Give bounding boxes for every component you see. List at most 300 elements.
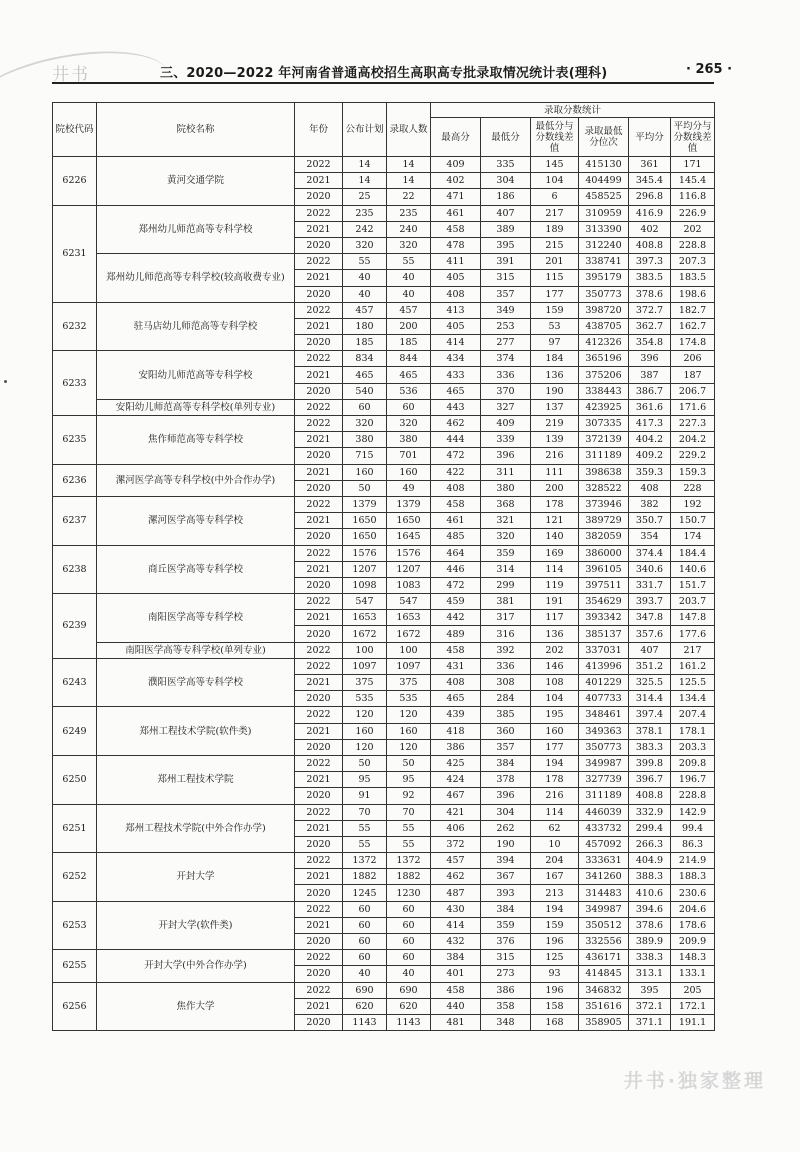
cell-avg-diff: 150.7: [671, 513, 715, 529]
cell-max-score: 386: [431, 739, 481, 755]
cell-avg-score: 372.7: [629, 302, 671, 318]
cell-admitted: 844: [387, 351, 431, 367]
cell-max-score: 444: [431, 432, 481, 448]
cell-plan: 160: [343, 464, 387, 480]
cell-avg-score: 404.9: [629, 853, 671, 869]
cell-plan: 1882: [343, 869, 387, 885]
header-score-group: 录取分数统计: [431, 103, 715, 118]
cell-year: 2020: [295, 934, 343, 950]
table-row: [53, 464, 715, 480]
cell-min-diff: 145: [531, 157, 579, 173]
cell-year: 2021: [295, 270, 343, 286]
cell-min-diff: 6: [531, 189, 579, 205]
cell-min-rank: 338443: [579, 383, 629, 399]
cell-avg-diff: 161.2: [671, 658, 715, 674]
cell-avg-diff: 209.9: [671, 934, 715, 950]
cell-max-score: 422: [431, 464, 481, 480]
cell-min-rank: 350773: [579, 739, 629, 755]
cell-min-rank: 401229: [579, 675, 629, 691]
footer-watermark: 井书·独家整理: [623, 1070, 766, 1092]
cell-plan: 55: [343, 836, 387, 852]
cell-year: 2020: [295, 335, 343, 351]
cell-avg-diff: 184.4: [671, 545, 715, 561]
cell-avg-diff: 99.4: [671, 820, 715, 836]
cell-avg-diff: 206: [671, 351, 715, 367]
cell-min-score: 386: [481, 982, 531, 998]
cell-year: 2020: [295, 836, 343, 852]
cell-min-diff: 168: [531, 1014, 579, 1030]
cell-plan: 540: [343, 383, 387, 399]
cell-plan: 95: [343, 772, 387, 788]
cell-avg-diff: 205: [671, 982, 715, 998]
cell-plan: 1576: [343, 545, 387, 561]
cell-min-diff: 196: [531, 934, 579, 950]
cell-min-score: 393: [481, 885, 531, 901]
cell-year: 2021: [295, 173, 343, 189]
cell-max-score: 372: [431, 836, 481, 852]
cell-max-score: 446: [431, 561, 481, 577]
cell-admitted: 1097: [387, 658, 431, 674]
cell-min-diff: 104: [531, 173, 579, 189]
cell-min-rank: 415130: [579, 157, 629, 173]
cell-max-score: 405: [431, 318, 481, 334]
cell-min-diff: 146: [531, 658, 579, 674]
cell-max-score: 430: [431, 901, 481, 917]
cell-year: 2021: [295, 221, 343, 237]
cell-min-rank: 354629: [579, 594, 629, 610]
cell-min-score: 190: [481, 836, 531, 852]
cell-min-diff: 177: [531, 286, 579, 302]
cell-plan: 1098: [343, 577, 387, 593]
cell-max-score: 433: [431, 367, 481, 383]
table-row: [53, 254, 715, 270]
institution-name: 开封大学: [97, 853, 295, 902]
cell-min-diff: 217: [531, 205, 579, 221]
cell-min-rank: 393342: [579, 610, 629, 626]
cell-avg-score: 266.3: [629, 836, 671, 852]
cell-avg-diff: 217: [671, 642, 715, 658]
cell-min-score: 284: [481, 691, 531, 707]
cell-year: 2022: [295, 205, 343, 221]
cell-max-score: 411: [431, 254, 481, 270]
cell-admitted: 60: [387, 917, 431, 933]
cell-min-score: 385: [481, 707, 531, 723]
header-min-rank: 录取最低分位次: [579, 118, 629, 157]
cell-plan: 1650: [343, 529, 387, 545]
cell-plan: 465: [343, 367, 387, 383]
cell-plan: 547: [343, 594, 387, 610]
cell-plan: 55: [343, 254, 387, 270]
table-row: [53, 755, 715, 771]
cell-avg-diff: 145.4: [671, 173, 715, 189]
cell-avg-diff: 162.7: [671, 318, 715, 334]
cell-admitted: 92: [387, 788, 431, 804]
cell-min-score: 392: [481, 642, 531, 658]
cell-admitted: 60: [387, 901, 431, 917]
cell-year: 2022: [295, 594, 343, 610]
cell-max-score: 467: [431, 788, 481, 804]
cell-year: 2020: [295, 691, 343, 707]
cell-max-score: 431: [431, 658, 481, 674]
cell-admitted: 160: [387, 723, 431, 739]
cell-min-diff: 136: [531, 367, 579, 383]
cell-year: 2022: [295, 804, 343, 820]
cell-admitted: 375: [387, 675, 431, 691]
cell-admitted: 235: [387, 205, 431, 221]
cell-admitted: 701: [387, 448, 431, 464]
cell-avg-score: 372.1: [629, 998, 671, 1014]
cell-max-score: 442: [431, 610, 481, 626]
cell-admitted: 536: [387, 383, 431, 399]
cell-avg-diff: 171.6: [671, 399, 715, 415]
cell-min-diff: 184: [531, 351, 579, 367]
institution-code: 6237: [53, 496, 97, 545]
cell-min-score: 316: [481, 626, 531, 642]
cell-year: 2022: [295, 950, 343, 966]
cell-year: 2022: [295, 658, 343, 674]
cell-min-score: 336: [481, 658, 531, 674]
cell-admitted: 1882: [387, 869, 431, 885]
cell-plan: 50: [343, 755, 387, 771]
cell-max-score: 472: [431, 577, 481, 593]
cell-min-rank: 404499: [579, 173, 629, 189]
publisher-logo: 井书: [52, 65, 90, 85]
cell-admitted: 200: [387, 318, 431, 334]
cell-max-score: 408: [431, 286, 481, 302]
cell-year: 2021: [295, 367, 343, 383]
cell-min-diff: 140: [531, 529, 579, 545]
cell-admitted: 320: [387, 416, 431, 432]
cell-min-rank: 338741: [579, 254, 629, 270]
cell-admitted: 160: [387, 464, 431, 480]
cell-admitted: 40: [387, 270, 431, 286]
cell-plan: 535: [343, 691, 387, 707]
cell-min-score: 384: [481, 901, 531, 917]
cell-max-score: 481: [431, 1014, 481, 1030]
cell-min-score: 370: [481, 383, 531, 399]
cell-avg-score: 386.7: [629, 383, 671, 399]
cell-admitted: 40: [387, 286, 431, 302]
table-body: [53, 157, 715, 1031]
cell-admitted: 55: [387, 254, 431, 270]
cell-year: 2020: [295, 626, 343, 642]
table-row: [53, 545, 715, 561]
cell-min-score: 395: [481, 237, 531, 253]
cell-min-score: 409: [481, 416, 531, 432]
cell-avg-score: 296.8: [629, 189, 671, 205]
cell-min-rank: 457092: [579, 836, 629, 852]
cell-year: 2021: [295, 917, 343, 933]
cell-min-score: 314: [481, 561, 531, 577]
cell-max-score: 458: [431, 642, 481, 658]
cell-min-diff: 190: [531, 383, 579, 399]
header-plan: 公布计划: [343, 103, 387, 157]
cell-min-score: 186: [481, 189, 531, 205]
cell-year: 2022: [295, 157, 343, 173]
cell-min-score: 315: [481, 950, 531, 966]
cell-max-score: 408: [431, 675, 481, 691]
cell-plan: 91: [343, 788, 387, 804]
cell-min-diff: 189: [531, 221, 579, 237]
cell-avg-score: 382: [629, 496, 671, 512]
cell-plan: 320: [343, 416, 387, 432]
header-min: 最低分: [481, 118, 531, 157]
cell-min-rank: 436171: [579, 950, 629, 966]
table-row: [53, 707, 715, 723]
institution-name: 安阳幼儿师范高等专科学校(单列专业): [97, 399, 295, 415]
cell-avg-score: 374.4: [629, 545, 671, 561]
header-year: 年份: [295, 103, 343, 157]
cell-year: 2022: [295, 351, 343, 367]
cell-min-rank: 396105: [579, 561, 629, 577]
cell-plan: 25: [343, 189, 387, 205]
cell-admitted: 547: [387, 594, 431, 610]
cell-admitted: 60: [387, 399, 431, 415]
cell-plan: 1245: [343, 885, 387, 901]
cell-avg-score: 409.2: [629, 448, 671, 464]
institution-code: 6243: [53, 658, 97, 707]
cell-year: 2020: [295, 739, 343, 755]
institution-code: 6226: [53, 157, 97, 206]
cell-min-rank: 372139: [579, 432, 629, 448]
cell-avg-score: 402: [629, 221, 671, 237]
cell-avg-diff: 196.7: [671, 772, 715, 788]
cell-avg-diff: 147.8: [671, 610, 715, 626]
institution-name: 郑州幼儿师范高等专科学校(较高收费专业): [97, 254, 295, 303]
cell-min-diff: 104: [531, 691, 579, 707]
cell-admitted: 22: [387, 189, 431, 205]
cell-avg-diff: 125.5: [671, 675, 715, 691]
cell-year: 2022: [295, 496, 343, 512]
cell-max-score: 434: [431, 351, 481, 367]
header-rule: [52, 82, 714, 84]
cell-min-diff: 159: [531, 917, 579, 933]
cell-min-score: 359: [481, 545, 531, 561]
cell-min-rank: 333631: [579, 853, 629, 869]
institution-code: 6251: [53, 804, 97, 853]
cell-plan: 160: [343, 723, 387, 739]
cell-year: 2020: [295, 529, 343, 545]
cell-plan: 834: [343, 351, 387, 367]
cell-avg-score: 397.4: [629, 707, 671, 723]
cell-year: 2022: [295, 707, 343, 723]
cell-year: 2022: [295, 399, 343, 415]
table-header: [53, 103, 715, 157]
cell-avg-score: 394.6: [629, 901, 671, 917]
cell-min-diff: 213: [531, 885, 579, 901]
cell-min-diff: 53: [531, 318, 579, 334]
cell-avg-score: 314.4: [629, 691, 671, 707]
cell-min-diff: 160: [531, 723, 579, 739]
cell-admitted: 240: [387, 221, 431, 237]
institution-name: 郑州幼儿师范高等专科学校: [97, 205, 295, 254]
cell-min-rank: 433732: [579, 820, 629, 836]
cell-max-score: 461: [431, 513, 481, 529]
cell-min-score: 253: [481, 318, 531, 334]
cell-min-diff: 117: [531, 610, 579, 626]
table-row: [53, 804, 715, 820]
table-row: [53, 982, 715, 998]
cell-min-diff: 158: [531, 998, 579, 1014]
cell-admitted: 70: [387, 804, 431, 820]
cell-plan: 1372: [343, 853, 387, 869]
cell-max-score: 462: [431, 869, 481, 885]
cell-avg-score: 416.9: [629, 205, 671, 221]
cell-avg-diff: 174: [671, 529, 715, 545]
institution-name: 漯河医学高等专科学校: [97, 496, 295, 545]
cell-avg-score: 408.8: [629, 237, 671, 253]
cell-min-score: 317: [481, 610, 531, 626]
cell-max-score: 472: [431, 448, 481, 464]
cell-min-diff: 219: [531, 416, 579, 432]
cell-max-score: 471: [431, 189, 481, 205]
cell-plan: 1650: [343, 513, 387, 529]
cell-avg-diff: 151.7: [671, 577, 715, 593]
cell-min-score: 311: [481, 464, 531, 480]
cell-avg-diff: 214.9: [671, 853, 715, 869]
cell-min-diff: 119: [531, 577, 579, 593]
cell-max-score: 439: [431, 707, 481, 723]
cell-min-score: 394: [481, 853, 531, 869]
cell-year: 2022: [295, 642, 343, 658]
cell-year: 2021: [295, 464, 343, 480]
admission-statistics-table: [52, 102, 715, 1031]
cell-max-score: 489: [431, 626, 481, 642]
cell-min-score: 378: [481, 772, 531, 788]
cell-min-rank: 398638: [579, 464, 629, 480]
cell-min-score: 321: [481, 513, 531, 529]
cell-min-diff: 194: [531, 901, 579, 917]
cell-min-diff: 137: [531, 399, 579, 415]
cell-plan: 55: [343, 820, 387, 836]
cell-min-score: 304: [481, 804, 531, 820]
cell-min-score: 299: [481, 577, 531, 593]
cell-avg-score: 359.3: [629, 464, 671, 480]
cell-avg-score: 299.4: [629, 820, 671, 836]
cell-admitted: 620: [387, 998, 431, 1014]
cell-min-rank: 385137: [579, 626, 629, 642]
cell-min-diff: 97: [531, 335, 579, 351]
cell-min-diff: 62: [531, 820, 579, 836]
cell-min-score: 308: [481, 675, 531, 691]
table-row: [53, 351, 715, 367]
cell-year: 2020: [295, 788, 343, 804]
cell-max-score: 485: [431, 529, 481, 545]
cell-year: 2021: [295, 318, 343, 334]
cell-avg-score: 350.7: [629, 513, 671, 529]
institution-name: 郑州工程技术学院(中外合作办学): [97, 804, 295, 853]
cell-avg-score: 351.2: [629, 658, 671, 674]
cell-min-diff: 178: [531, 496, 579, 512]
cell-admitted: 14: [387, 173, 431, 189]
cell-year: 2021: [295, 432, 343, 448]
cell-plan: 70: [343, 804, 387, 820]
cell-avg-score: 404.2: [629, 432, 671, 448]
cell-avg-diff: 228.8: [671, 788, 715, 804]
cell-min-score: 396: [481, 788, 531, 804]
cell-min-rank: 365196: [579, 351, 629, 367]
cell-plan: 1097: [343, 658, 387, 674]
cell-avg-diff: 142.9: [671, 804, 715, 820]
cell-min-score: 380: [481, 480, 531, 496]
cell-min-rank: 413996: [579, 658, 629, 674]
header-min-diff: 最低分与分数线差值: [531, 118, 579, 157]
cell-admitted: 1083: [387, 577, 431, 593]
cell-min-score: 277: [481, 335, 531, 351]
cell-min-diff: 139: [531, 432, 579, 448]
cell-avg-score: 393.7: [629, 594, 671, 610]
cell-max-score: 478: [431, 237, 481, 253]
cell-min-diff: 178: [531, 772, 579, 788]
cell-admitted: 60: [387, 934, 431, 950]
institution-code: 6232: [53, 302, 97, 351]
cell-min-rank: 311189: [579, 788, 629, 804]
cell-plan: 100: [343, 642, 387, 658]
cell-avg-score: 325.5: [629, 675, 671, 691]
cell-plan: 715: [343, 448, 387, 464]
cell-admitted: 380: [387, 432, 431, 448]
cell-avg-score: 378.1: [629, 723, 671, 739]
cell-plan: 40: [343, 286, 387, 302]
cell-min-rank: 423925: [579, 399, 629, 415]
cell-min-rank: 349363: [579, 723, 629, 739]
cell-avg-diff: 207.4: [671, 707, 715, 723]
cell-plan: 60: [343, 917, 387, 933]
cell-max-score: 418: [431, 723, 481, 739]
cell-min-rank: 313390: [579, 221, 629, 237]
cell-plan: 380: [343, 432, 387, 448]
cell-avg-diff: 140.6: [671, 561, 715, 577]
cell-avg-score: 389.9: [629, 934, 671, 950]
institution-name: 焦作大学: [97, 982, 295, 1031]
institution-name: 郑州工程技术学院: [97, 755, 295, 804]
cell-plan: 40: [343, 966, 387, 982]
cell-avg-score: 417.3: [629, 416, 671, 432]
cell-plan: 620: [343, 998, 387, 1014]
cell-avg-diff: 187: [671, 367, 715, 383]
cell-avg-score: 332.9: [629, 804, 671, 820]
cell-avg-score: 354: [629, 529, 671, 545]
institution-code: 6235: [53, 416, 97, 465]
cell-avg-diff: 171: [671, 157, 715, 173]
cell-plan: 120: [343, 707, 387, 723]
cell-max-score: 425: [431, 755, 481, 771]
cell-min-diff: 169: [531, 545, 579, 561]
institution-name: 开封大学(中外合作办学): [97, 950, 295, 982]
cell-max-score: 461: [431, 205, 481, 221]
cell-year: 2020: [295, 885, 343, 901]
cell-admitted: 535: [387, 691, 431, 707]
cell-min-rank: 398720: [579, 302, 629, 318]
cell-avg-diff: 178.1: [671, 723, 715, 739]
cell-min-diff: 194: [531, 755, 579, 771]
cell-plan: 14: [343, 173, 387, 189]
cell-min-diff: 136: [531, 626, 579, 642]
header-code: 院校代码: [53, 103, 97, 157]
cell-admitted: 1372: [387, 853, 431, 869]
cell-min-rank: 311189: [579, 448, 629, 464]
cell-avg-diff: 204.6: [671, 901, 715, 917]
cell-admitted: 1653: [387, 610, 431, 626]
cell-min-rank: 337031: [579, 642, 629, 658]
cell-plan: 185: [343, 335, 387, 351]
cell-min-score: 357: [481, 739, 531, 755]
cell-min-score: 262: [481, 820, 531, 836]
cell-avg-diff: 198.6: [671, 286, 715, 302]
cell-avg-diff: 207.3: [671, 254, 715, 270]
cell-min-diff: 200: [531, 480, 579, 496]
cell-max-score: 440: [431, 998, 481, 1014]
